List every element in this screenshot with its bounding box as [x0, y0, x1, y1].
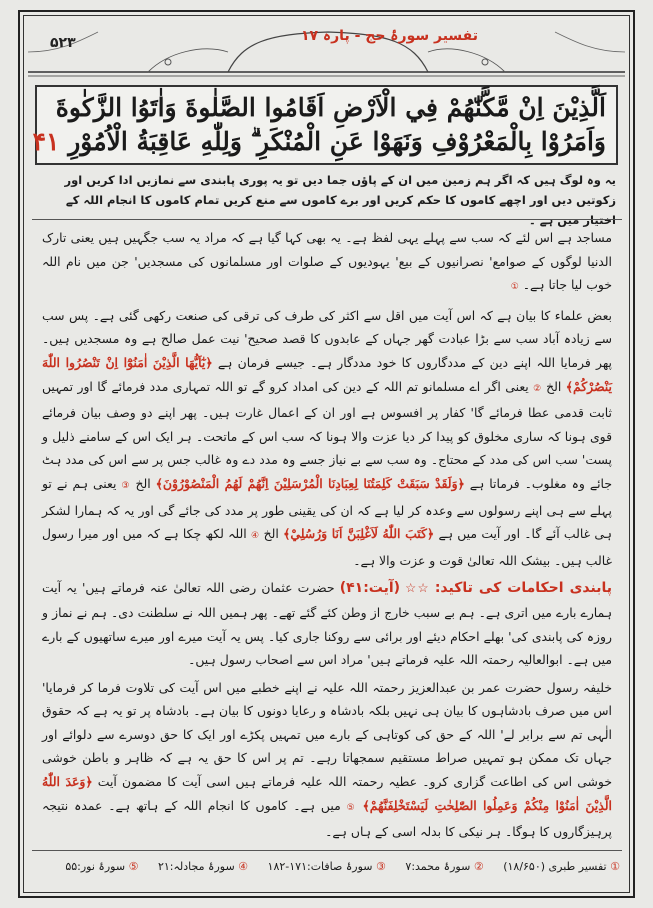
quran-quote-1: ﴿يٰٓاَيُّهَا الَّذِيْنَ اٰمَنُوْٓا اِنْ تَنْصُرُوا اللّٰهَ يَنْصُرْكُمْ﴾	[42, 354, 612, 394]
paragraph-2	[42, 304, 612, 573]
footnote-3	[268, 856, 386, 878]
footnote-ref-3: ③	[121, 480, 131, 491]
quran-quote-3: ﴿كَتَبَ اللّٰهُ لَاَغْلِبَنَّ اَنَا وَرُسُلِيْ﴾	[283, 526, 435, 542]
footnote-2-text: سورۂ محمد:۷	[405, 860, 471, 873]
footnote-1-text: تفسیر طبری (۱۸/۶۵۰)	[503, 860, 607, 873]
quran-verse-box	[32, 85, 618, 165]
commentary-body	[42, 226, 612, 848]
footnote-2	[405, 856, 483, 878]
paragraph-1-text: مساجد ہے اس لئے کہ سب سے پہلے یہی لفظ ہے۔ یہ بھی کہا گیا ہے کہ مراد یہ سب جگہیں ہیں یعنی تارک الدنیا لوگوں کے صوامع' نصرانیوں کے بیع' یہودیوں کے صلوات اور مسلمانوں کی مسجدیں' جن میں نام اللہ خوب لیا جاتا ہے۔	[42, 230, 612, 293]
quote-2-suffix: الخ	[135, 475, 151, 491]
footnote-ref-1: ①	[510, 282, 519, 293]
section-heading: پابندی احکامات کی تاکید:	[434, 580, 612, 597]
translation-divider	[32, 219, 622, 220]
footnote-4	[158, 856, 248, 878]
heading-stars: ☆☆	[405, 580, 430, 596]
footnote-3-num: ③	[376, 860, 386, 873]
running-title: تفسیر سورۂ حج - پارہ ۱۷	[300, 28, 478, 44]
page-number: ۵۲۳	[50, 35, 76, 51]
quote-1-suffix: الخ	[546, 378, 562, 394]
quran-quote-2: ﴿وَلَقَدْ سَبَقَتْ كَلِمَتُنَا لِعِبَادِنَا الْمُرْسَلِيْنَ اِنَّهُمْ لَهُمُ الْمَنْصُوْرُوْنَ﴾	[155, 475, 465, 491]
footnote-5	[65, 856, 138, 878]
paragraph-3-text: حضرت عثمان رضی اللہ تعالیٰ عنہ فرماتے ہیں' یہ آیت ہمارے بارے میں اتری ہے۔ ہم بے سبب خارج از وطن کئے گئے تھے۔ پھر ہمیں اللہ نے سلطنت دی۔ ہم نے نماز و روزہ کی پابندی کی' بھلے احکام دیئے اور برائی سے روکنا جاری کیا۔ پس یہ آیت میرے اور میرے ساتھیوں کے بارے میں ہے۔ ابوالعالیہ رحمتہ اللہ علیہ فرماتے ہیں' مراد اس سے اصحاب رسول ہیں۔	[42, 580, 612, 668]
footnotes	[40, 856, 620, 880]
footnote-ref-4: ④	[250, 531, 260, 542]
verse-line-2	[32, 125, 606, 159]
paragraph-2-text-a: بعض علماء کا بیان ہے کہ اس آیت میں اقل سے اکثر کی طرف کی ترقی کی صنعت رکھی گئی ہے۔ پس سب سے زیادہ آباد سب سے بڑا عبادت گھر جہاں کے عابدوں کا قصد صحیح' نیت عمل صالح ہے وہ مسجدیں ہیں۔ پھر فرمایا اللہ اپنے دین کے مددگاروں کا خود مددگار ہے۔ جیسے فرمان ہے	[42, 307, 613, 370]
footnote-4-text: سورۂ مجادلہ:۲۱	[157, 860, 235, 873]
paragraph-2-text-b: یعنی اگر اے مسلمانو تم اللہ کے دین کی امداد کرو گے تو اللہ تمہاری مدد فرمائے گا اور تمہیں ثابت قدمی عطا فرمائے گا' کفار پر افسوس ہے اور ان کے اعمال غارت ہیں۔ پھر اپنے دو وصف بیان فرمائے قوی ہونا کہ ساری مخلوق کو پیدا کر دیا عزت والا ہونا کہ سب اس کے ماتحت۔ ہر ایک اس کے سامنے ذلیل و پست' سب اس کی مدد کے محتاج۔ وہ سب سے بے نیاز جسے وہ مدد دے وہ غالب جس پر سے اس کی مدد ہٹ جائے وہ مغلوب۔ فرماتا ہے	[42, 378, 612, 491]
footnote-divider	[32, 850, 622, 851]
verse-number-mark: ۴۱	[32, 127, 60, 156]
footnote-4-num: ④	[238, 860, 249, 873]
paragraph-2-text-c: یعنی ہم نے تو پہلے سے ہی اپنے رسولوں سے وعدہ کر لیا ہے کہ ان کی یقینی طور پر مدد کی جائے گی اور یہ کہ ہمارا لشکر ہی غالب آئے گا۔ اور آیت میں ہے	[42, 475, 612, 542]
footnote-5-num: ⑤	[128, 860, 139, 873]
quran-quote-4: ﴿وَعَدَ اللّٰهُ الَّذِيْنَ اٰمَنُوْا مِنْكُمْ وَعَمِلُوا الصّٰلِحٰتِ لَيَسْتَخْلِفَنَّهُمْ﴾	[42, 774, 612, 813]
heading-ayah-ref: (آیت:۴۱)	[339, 580, 401, 597]
footnote-ref-2: ②	[533, 383, 542, 394]
footnote-ref-5: ⑤	[346, 802, 357, 813]
footnote-5-text: سورۂ نور:۵۵	[65, 860, 126, 873]
paragraph-4-text-b: میں ہے۔ کاموں کا انجام اللہ کے ہاتھ ہے۔ عمدہ نتیجہ پرہیزگاروں کا ہوگا۔ ہر نیکی کا بدلہ اسی کے ہاں ہے۔	[42, 797, 612, 840]
urdu-translation: یہ وہ لوگ ہیں کہ اگر ہم زمین میں ان کے پاؤں جما دیں تو یہ پوری پابندی سے نمازیں ادا کریں اور زکوتیں دیں اور اچھے کاموں کا حکم کریں اور برے کاموں سے منع کریں تمام کاموں کا انجام اللہ کے اختیار میں ہے ۔	[64, 173, 616, 227]
verse-line-2-text: وَاَمَرُوْا بِالْمَعْرُوْفِ وَنَهَوْا عَنِ الْمُنْكَرِ ۗ وَلِلّٰهِ عَاقِبَةُ الْاُمُوْرِ	[68, 127, 606, 156]
paragraph-4	[42, 676, 612, 844]
footnote-1-num: ①	[610, 860, 620, 873]
paragraph-2-text-d: اللہ لکھ چکا ہے کہ میں اور میرا رسول غالب ہیں۔ بیشک اللہ تعالیٰ قوت و عزت والا ہے۔	[42, 526, 612, 568]
paragraph-4-text-a: خلیفہ رسول حضرت عمر بن عبدالعزیز رحمتہ اللہ علیہ نے اپنے خطبے میں اس آیت کی تلاوت فرما کر فرمایا' اس میں صرف بادشاہوں کا بیان ہی نہیں بلکہ بادشاہ و رعایا دونوں کا بیان ہے۔ بادشاہ پر تو یہ ہے کہ حقوق الٰہی تم سے برابر لے' اللہ کے حق کی کوتاہی کے بارے میں تمہیں پکڑے اور ایک کا حق دوسرے سے دلوائے اور جہاں تک ممکن ہو تمہیں صراط مستقیم سمجھاتا رہے۔ تم پر اس کا حق یہ ہے کہ ظاہر و باطن خوشی خوشی اس کی اطاعت گزاری کرو۔ عطیہ رحمتہ اللہ علیہ فرماتے ہیں اسی آیت کا مضمون آیت	[42, 679, 612, 790]
verse-line-1: اَلَّذِيْنَ اِنْ مَّكَّنّٰهُمْ فِي الْاَرْضِ اَقَامُوا الصَّلٰوةَ وَاٰتَوُا الزَّكٰوةَ	[55, 93, 606, 122]
footnote-3-text: سورۂ صافات:۱۷۱-۱۸۲	[267, 860, 373, 873]
footnote-2-num: ②	[473, 860, 484, 873]
quote-3-suffix: الخ	[263, 526, 279, 542]
paragraph-1	[42, 226, 612, 300]
footnote-1	[503, 856, 620, 878]
paragraph-3	[42, 576, 612, 671]
